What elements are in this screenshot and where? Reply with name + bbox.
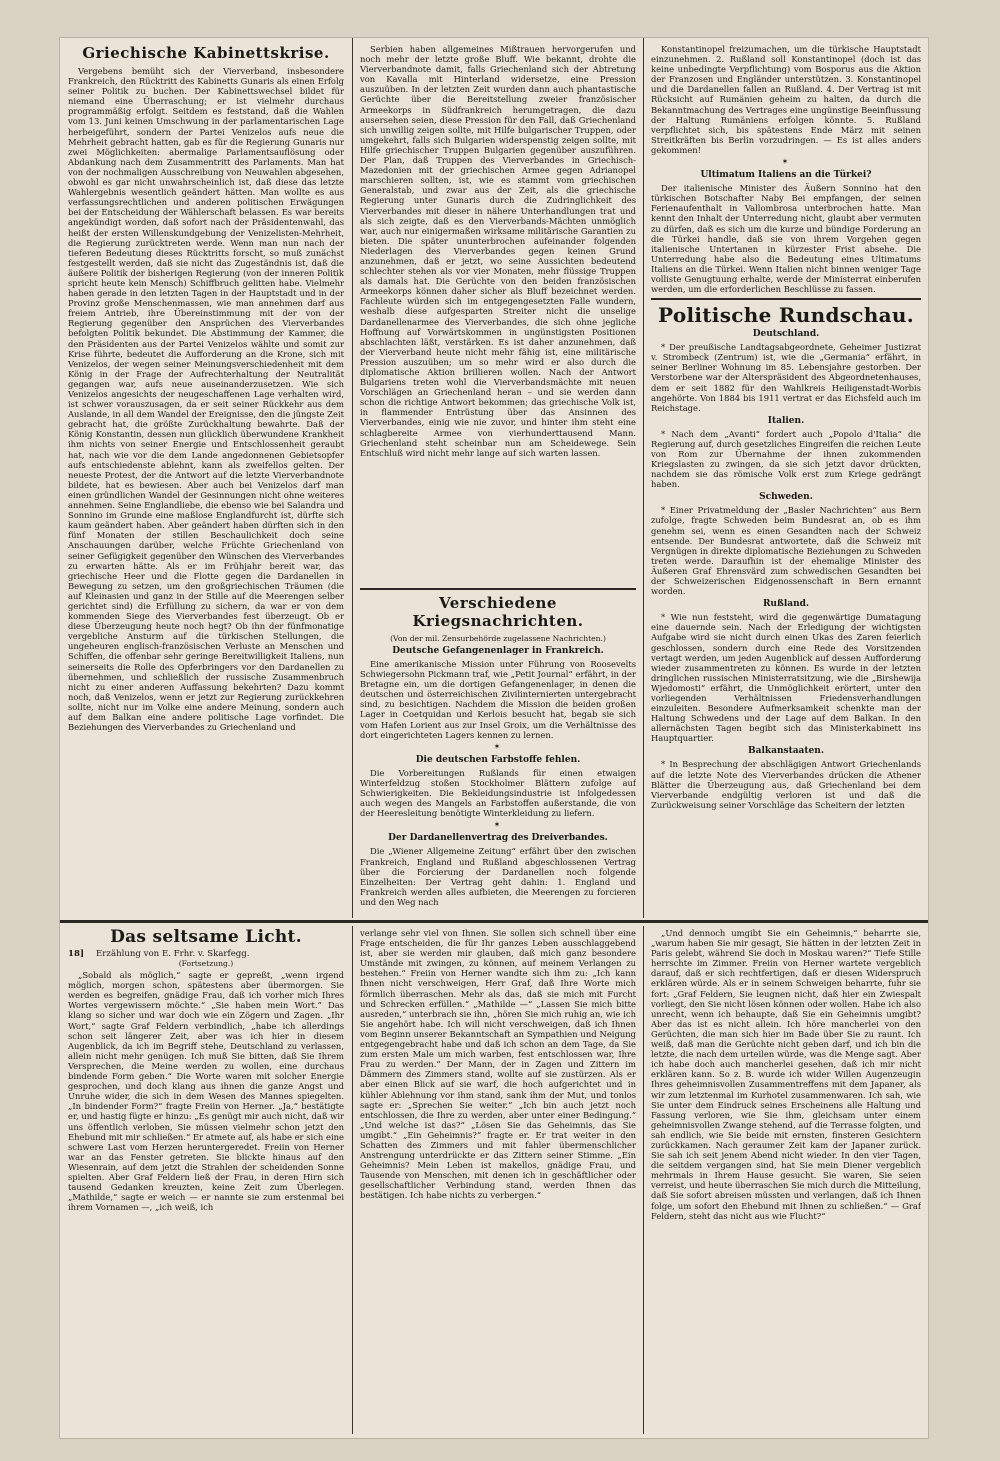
rundschau-title: Politische Rundschau. bbox=[658, 303, 914, 328]
rundschau-section-heading: Deutschland. bbox=[752, 329, 820, 340]
item-text: Eine amerikanische Mission unter Führung von Roosevelts Schwiegersohn Pickmann traf, wie „Petit Journal“ erfährt, in der Bretagne ein, um die dortigen Gefangenenlager, in denen die deutschen und österreichischen Zivilinternierten untergebracht sind, zu besichtigen. Nachdem die Mission die beiden großen Lager in Coetquidan und Kerlois besucht hat, begab sie sich vom Hafen Lorient aus zur Insel Groix, um die Verhältnisse des dort eingerichteten Lagers kennen zu lernen. bbox=[360, 659, 636, 740]
feuilleton-rule bbox=[60, 920, 928, 923]
rundschau-section-heading: Schweden. bbox=[759, 492, 813, 503]
item-heading: Deutsche Gefangenenlager in Frankreich. bbox=[392, 646, 604, 656]
column-3 bbox=[651, 44, 921, 914]
serial-column-3 bbox=[651, 928, 921, 1433]
serial-author: Erzählung von E. Frhr. v. Skarfegg. bbox=[96, 949, 250, 959]
ornament: ✶ bbox=[493, 741, 503, 751]
item-heading: Der Dardanellenvertrag des Dreiverbandes. bbox=[388, 833, 608, 844]
kabinettskrise-text-col2: Serbien haben allgemeines Mißtrauen hervorgerufen und noch mehr der letzte große Bluff. Wie bekannt, drohte die Vierverbandnote damit, falls Griechenland sich der Abtretung von Kavalla mit Hinterland widersetze, eine Pression auszuüben. In der letzten Zeit wurden dann auch phantastische Gerüchte über die Bereitstellung zweier französischer Armeekorps in Südfrankreich herumgetragen, die dazu ausersehen seien, diese Pression für den Fall, daß Griechenland sich unwillig zeigen sollte, mit Hilfe bulgarischer Truppen, oder umgekehrt, falls sich Bulgarien widerspenstig zeigen sollte, mit Hilfe griechischer Truppen Bulgarien gegenüber auszuführen. Der Plan, daß Truppen des Vierverbandes in Griechisch-Mazedonien mit der griechischen Armee gegen Adrianopel marschieren sollten, ist, wie es stammt vom griechischen Generalstab, und zwar aus der Zeit, als die griechische Regierung unter Gunaris durch die Zudringlichkeit des Vierverbandes mit dieser in nähere Unterhandlungen trat und als sich zeigte, daß es den Vierverbands-Mächten unmöglich war, auch nur einigermaßen wirksame militärische Garantien zu bieten. Die später ununterbrochen aufeinander folgenden Niederlagen des Vierverbandes gegen keinen Grund anzunehmen, daß er jetzt, wo seine Aussichten bedeutend schlechter stehen als vor vier Monaten, mehr flüssige Truppen als damals hat. Die Gerüchte von den beiden französischen Armeekorps können daher sicher als Bluff bezeichnet werden. Fachleute würden sich im entgegengesetzten Falle wundern, weshalb diese aufgesparten Streiter nicht die unselige Dardanellenarmee des Vierverbandes, die sich ohne jegliche Hoffnung auf Vorwärtskommen in ungünstigsten Positionen abschlachten läßt, verstärken. Es ist daher anzunehmen, daß der Vierverband heute nicht mehr fähig ist, eine militärische Pression auszuüben; um so mehr wird er also durch die diplomatische Aktion brillieren wollen. Nach der Antwort Bulgariens treten wohl die Vierverbandsmächte mit neuen Vorschlägen an Griechenland heran – und sie werden dann schon die richtige Antwort bekommen; das griechische Volk ist, in flammender Entrüstung über das Ansinnen des Vierverbandes, einig wie nie zuvor, und hinter ihm steht eine schlagbereite Armee von vierhunderttausend Mann. Griechenland steht scheinbar nun am Scheidewege. Sein Entschluß wird nicht mehr lange auf sich warten lassen. bbox=[360, 44, 636, 458]
rundschau-section-text: * Nach dem „Avanti“ fordert auch „Popolo d'Italia“ die Regierung auf, durch gesetzliches Eingreifen die reichen Leute von Rom zur Übernahme der ihnen zukommenden Kriegslasten zu zwingen, da sie sich jetzt davor drückten, nachdem sie das römische Volk erst zum Kriege gedrängt haben. bbox=[651, 428, 921, 490]
column-rule bbox=[643, 38, 644, 918]
item-heading: Die deutschen Farbstoffe fehlen. bbox=[415, 754, 581, 765]
serial-column-1 bbox=[68, 928, 344, 1433]
rundschau-section-heading: Rußland. bbox=[762, 599, 810, 610]
serial-column-2 bbox=[360, 928, 636, 1433]
kabinettskrise-text-col1: Vergebens bemüht sich der Vierverband, insbesondere Frankreich, den Rücktritt des Kabinetts Gunaris als einen Erfolg seiner Politik zu buchen. Der Kabinettswechsel bildet für niemand eine Überraschung; er ist vielmehr durchaus programmäßig erfolgt. Seitdem es feststand, daß die Wahlen vom 13. Juni keinen Umschwung in der parlamentarischen Lage herbeigeführt, sondern der Partei Venizelos aufs neue die Mehrheit gebracht hatten, gab es für die Regierung Gunaris nur zwei Möglichkeiten: abermalige Parlamentsauflösung oder Abdankung nach dem Zusammentritt des Parlaments. Man hat von der nochmaligen Ausschreibung von Neuwahlen abgesehen, obwohl es gar nicht unwahrscheinlich ist, daß diese das letzte Wahlergebnis wesentlich geändert hätten. Man wollte es aus verfassungsrechtlichen und anderen politischen Erwägungen bei der Entscheidung der Wählerschaft belassen. Es war bereits angekündigt worden, daß sofort nach der Präsidentenwahl, das heißt der ersten Willenskundgebung der Venizelisten-Mehrheit, die Regierung zurücktreten werde. Wenn man nun nach der tieferen Bedeutung dieses Rücktritts forscht, so muß zunächst festgestellt werden, daß sie nicht das Zugeständnis ist, daß die äußere Politik der bisherigen Regierung (von der inneren Politik spricht heute kein Mensch) Schiffbruch gelitten habe. Vielmehr haben gerade in den letzten Tagen in der Hauptstadt und in der Provinz große Menschenmassen, wie man annehmen darf aus freiem Antrieb, ihre Übereinstimmung mit der von der Regierung gegenüber den Ansprüchen des Vierverbandes befolgten Politik bekundet. Die Abstimmung der Kammer, die den Präsidenten aus der Partei Venizelos wählte und somit zur Krise führte, bedeutet die Aufforderung an die Krone, sich mit Venizelos, der wegen seiner Meinungsverschiedenheit mit dem König in der Frage der Aufrechterhaltung der Neutralität gegangen war, aufs neue auseinanderzusetzen. Wie sich Venizelos angesichts der neugeschaffenen Lage verhalten wird, ist schwer vorauszusagen, da er seit seiner Rückkehr aus dem Auslande, in all dem Wandel der Ereignisse, den die jüngste Zeit gebracht hat, die größte Zurückhaltung bewahrte. Daß der König Konstantin, dessen nun glücklich überwundene Krankheit ihm nichts von seiner Energie und Entschlossenheit geraubt hat, nach wie vor die dem Lande angedonnenen Gebietsopfer aufs entschiedenste ablehnt, kann als zweifellos gelten. Der neueste Protest, der die Antwort auf die letzte Vierverbandnote bildete, hat es bewiesen. Aber auch bei Venizelos darf man einen gründlichen Wandel der Gesinnungen nicht ohne weiteres annehmen. Seine Englandliebe, die ebenso wie bei Salandra und Sonnino im Grunde eine maßlose Englandfurcht ist, dürfte sich kaum geändert haben. Aber geändert haben dürften sich in den fünf Monaten der stillen Beschaulichkeit doch seine Anschauungen darüber, welche Früchte Griechenland von seiner Gefügigkeit gegenüber den Wünschen des Vierverbandes zu erwarten hätte. Als er im Frühjahr bereit war, das griechische Heer und die Flotte gegen die Dardanellen in Bewegung zu setzen, um den großgriechischen Träumen (die auf Kleinasien und ganz in der Stille auf die Meerengen selber gerichtet sind) die Erfüllung zu sichern, da war er von dem kommenden Siege des Vierverbandes fest überzeugt. Ob er diese Überzeugung heute noch hegt? Ob ihn der fünfmonatige vergebliche Ansturm auf die türkischen Stellungen, die ungeheuren englisch-französischen Verluste an Menschen und Schiffen, die offenbar sehr geringe Bereitwilligkeit Italiens, nun seinerseits die Rolle des Opferbringers vor den Dardanellen zu übernehmen, und schließlich der russische Zusammenbruch nicht zu einer anderen Auffassung bekehrten? Dazu kommt noch, daß Venizelos, wenn er jetzt zur Regierung zurückkehren sollte, nicht nur im Volke eine andere Meinung, sondern auch auf dem Balkan eine andere politische Lage vorfindet. Die Beziehungen des Vierverbandes zu Griechenland und bbox=[68, 66, 344, 733]
serial-continuation: (Fortsetzung.) bbox=[178, 959, 234, 969]
article-kabinettskrise bbox=[68, 44, 344, 914]
ornament: ✶ bbox=[781, 157, 791, 167]
serial-number: 18] bbox=[68, 949, 85, 959]
column-rule bbox=[643, 926, 644, 1434]
rundschau-section-text: * In Besprechung der abschlägigen Antwort Griechenlands auf die letzte Note des Vierverbandes drücken die Athener Blätter die Überzeugung aus, daß Griechenland bei dem Vierverbande endgültig verloren ist und daß die Zurückweisung seiner Vorschläge das Scheitern der letzten bbox=[651, 759, 921, 810]
serial-text: verlange sehr viel von Ihnen. Sie sollen sich schnell über eine Frage entscheiden, die für Ihr ganzes Leben ausschlaggebend ist, aber sie werden mir glauben, daß mich ganz besondere Umstände mit zwingen, zu können, auf meinem Verlangen zu bestehen.“ Freiin von Herner wandte sich ihm zu: „Ich kann Ihnen nicht verschweigen, Herr Graf, daß Ihre Worte mich förmlich überraschen. Mehr als das, daß sie mich mit Furcht und Schrecken erfüllen.“ „Mathilde —“ „Lassen Sie mich bitte ausreden,“ unterbrach sie ihn, „hören Sie mich ruhig an, wie ich Sie angehört habe. Ich will nicht verschweigen, daß ich Ihnen vom Beginn unserer Bekanntschaft an Sympathien und Neigung entgegengebracht habe und daß ich schon an dem Tage, da Sie zum ersten Male um mich warben, fest entschlossen war, Ihre Frau zu werden.“ Der Mann, der in Zagen und Zittern im Dämmern des Zimmers stand, wollte auf sie zustürzen. Als er aber einen Blick auf sie warf, die hoch aufgerichtet und in kühler Ablehnung vor ihm stand, sank ihm der Mut, und tonlos sagte er: „Sprechen Sie weiter.“ „Ich bin auch jetzt noch entschlossen, die Ihre zu werden, aber unter einer Bedingung.“ „Und welche ist das?“ „Lösen Sie das Geheimnis, das Sie umgibt.“ „Ein Geheimnis?“ fragte er. Er trat weiter in den Schatten des Zimmers und mit fahler übermenschlicher Anstrengung unterdrückte er das Zittern seiner Stimme. „Ein Geheimnis? Mein Leben ist makellos, gnädige Frau, und Tausende von Menschen, mit denen ich in geschäftlicher oder gesellschaftlicher Verbindung stand, werden Ihnen das bestätigen. Ich habe nichts zu verbergen.“ bbox=[360, 928, 636, 1201]
rundschau-section-heading: Italien. bbox=[767, 415, 805, 426]
ornament: ✶ bbox=[493, 820, 503, 830]
column-rule bbox=[352, 926, 353, 1434]
section-divider bbox=[360, 588, 636, 590]
dardanellen-continuation: Konstantinopel freizumachen, um die türkische Hauptstadt einzunehmen. 2. Rußland soll Konstantinopel (doch ist das keine unbedingte Verpflichtung) vom Bosporus aus die Aktion der Franzosen und Engländer unterstützen. 3. Konstantinopel und die Dardanellen fallen an Rußland. 4. Der Vertrag ist mit Rücksicht auf Rumänien geheim zu halten, da durch die Bekanntmachung des Vertrages eine ungünstige Beeinflussung der Haltung Rumäniens erfolgen könnte. 5. Rußland verpflichtet sich, bis spätestens Ende März mit seinen Streitkräften bis Berlin vorzudringen. — Es ist alles anders gekommen! bbox=[651, 44, 921, 155]
kabinettskrise-title: Griechische Kabinettskrise. bbox=[82, 44, 330, 62]
rundschau-section-text: * Einer Privatmeldung der „Basler Nachrichten“ aus Bern zufolge, fragte Schweden beim Bundesrat an, ob es ihm genehm sei, wenn es einen Gesandten nach der Schweiz entsende. Der Bundesrat antwortete, daß die Schweiz mit Vergnügen in direkte diplomatische Beziehungen zu Schweden treten werde. Daraufhin ist der ehemalige Minister des Äußeren Graf Ehrensvärd zum schwedischen Gesandten bei der Schweizerischen Eidgenossenschaft in Bern ernannt worden. bbox=[651, 505, 921, 597]
section-divider bbox=[651, 298, 921, 300]
ultimatum-heading: Ultimatum Italiens an die Türkei? bbox=[700, 170, 872, 181]
item-text: Die Vorbereitungen Rußlands für einen etwaigen Winterfeldzug stoßen Stockholmer Blättern zufolge auf Schwierigkeiten. Die Bekleidungsindustrie ist infolgedessen auch wegen des Mangels an Farbstoffen außerstande, die von der Heeresleitung benötigte Winterkleidung zu liefern. bbox=[360, 767, 636, 819]
kriegsnachrichten-subtitle: (Von der mil. Zensurbehörde zugelassene Nachrichten.) bbox=[390, 634, 606, 643]
serial-title: Das seltsame Licht. bbox=[110, 928, 302, 947]
column-2 bbox=[360, 44, 636, 914]
ultimatum-text: Der italienische Minister des Äußern Sonnino hat den türkischen Botschafter Naby Bei empfangen, der seinen Ferienaufenthalt in Vallombrosa unterbrochen hatte. Man kennt den Inhalt der Unterredung nicht, glaubt aber vermuten zu dürfen, daß es sich um die kurze und bündige Forderung an die Türkei handle, daß sie von ihrem Vorgehen gegen italienische Untertanen in kürzester Frist absehe. Die Unterredung habe also die Bedeutung eines Ultimatums Italiens an die Türkei. Wenn Italien nicht binnen weniger Tage volliste Genugtuung erhalte, werde der Ministerrat einberufen werden, um die erforderlichen Beschlüsse zu fassen. bbox=[651, 183, 921, 295]
serial-byline bbox=[68, 949, 344, 959]
item-text: Die „Wiener Allgemeine Zeitung“ erfährt über den zwischen Frankreich, England und Rußland abgeschlossenen Vertrag über die Forcierung der Dardanellen noch folgende Einzelheiten: Der Vertrag geht dahin: 1. England und Frankreich werden alles aufbieten, die Meerengen zu forcieren und den Weg nach bbox=[360, 846, 636, 907]
serial-text: „Und dennoch umgibt Sie ein Geheimnis,“ beharrte sie, „warum haben Sie mir gesagt, Sie hätten in der letzten Zeit in Paris gelebt, während Sie doch in Moskau waren?“ Tiefe Stille herrschte im Zimmer. Freiin von Herner wartete vergeblich darauf, daß er sich rechtfertigen, daß er diesen Widerspruch erklären würde. Als er in seinem Schweigen beharrte, fuhr sie fort: „Graf Feldern, Sie leugnen nicht, daß hier ein Zwiespalt vorliegt, den Sie nicht lösen können oder wollen. Habe ich also unrecht, wenn ich behaupte, daß Sie ein Geheimnis umgibt? Aber das ist es nicht allein. Ich höre mancherlei von den Gerüchten, die man sich hier im Bade über Sie zu raunt. Ich weiß, daß man die Gerüchte nicht geben darf, und ich bin die letzte, die nach dem urteilen würde, was die Menge sagt. Aber ich habe doch auch mancherlei gesehen, daß ich mir nicht erklären kann. So z. B. wurde ich wider Willen Augenzeugin Ihres geheimnisvollen Zusammentreffens mit dem Japaner, als wir zum letztenmal im Kurhotel zusammenwaren. Ich sah, wie Sie unter dem Eindruck seines Erscheinens alle Haltung und Fassung verloren, wie Sie ihm, gleichsam unter einem geheimnisvollen Zwange stehend, auf die Terrasse folgten, und sah endlich, wie Sie beide mit ernsten, finsteren Gesichtern zurückkamen. Nach geraumer Zeit kam der Japaner zurück. Sie sah ich seit jenem Abend nicht wieder. In den vier Tagen, die seitdem vergangen sind, hat Sie mein Diener vergeblich mehrmals in Ihrem Hause gesucht. Sie waren, Sie seien verreist, und heute überraschen Sie mich durch die Mitteilung, daß Sie sofort abreisen müssten und verlangen, daß ich Ihnen folge, um sofort den Ehebund mit Ihnen zu schließen.“ — Graf Feldern, steht das nicht aus wie Flucht?“ bbox=[651, 928, 921, 1221]
newspaper-page bbox=[60, 38, 928, 1438]
rundschau-section-text: * Wie nun feststeht, wird die gegenwärtige Dumatagung eine dauernde sein. Nach der Erledigung der wichtigsten Aufgabe wird sie nicht durch einen Ukas des Zaren feierlich geschlossen, sondern durch eine Rede des Vorsitzenden vertagt werden, um jeden Augenblick auf dessen Aufforderung wieder zusammentreten zu können. Es wurde in der letzten dringlichen russischen Ministerratsitzung, wie die „Birshewija Wjedomosti“ erfährt, die Unmöglichkeit erörtert, unter den vorliegenden Verhältnissen Friedensverhandlungen einzuleiten. Besondere Aufmerksamkeit schenkte man der Haltung Schwedens und der Lage auf dem Balkan. In den allernächsten Tagen begibt sich das Ministerkabinett ins Hauptquartier. bbox=[651, 612, 921, 744]
rundschau-section-heading: Balkanstaaten. bbox=[748, 746, 824, 757]
rundschau-section-text: * Der preußische Landtagsabgeordnete, Geheimer Justizrat v. Strombeck (Zentrum) ist, wie die „Germania“ erfährt, in seiner Berliner Wohnung im 85. Lebensjahre gestorben. Der Verstorbene war der Alterspräsident des Abgeordnetenhauses, dem er seit 1882 für den Wahlkreis Heiligenstadt-Worbis angehörte. Von 1884 bis 1911 vertrat er das Eichsfeld auch im Reichstage. bbox=[651, 342, 921, 413]
serial-text: „Sobald als möglich,“ sagte er gepreßt, „wenn irgend möglich, morgen schon, spätestens aber übermorgen. Sie werden es begreifen, gnädige Frau, daß ich vorher mich Ihres Wortes vergewissern möchte.“ „Sie haben mein Wort.“ Das klang so sicher und war doch wie ein Zögern und Zagen. „Ihr Wort,“ sagte Graf Feldern verbindlich, „habe ich allerdings schon seit längerer Zeit, aber was ich hier in diesem Augenblick, da ich im Begriff stehe, Deutschland zu verlassen, allein nicht mehr genügen. Ich muß Sie bitten, daß Sie Ihrem Versprechen, die Meine werden zu wollen, eine durchaus bindende Form geben.“ Die Worte waren mit solcher Energie gesprochen, und doch klang aus ihnen die ganze Angst und Unruhe wider, die sich in dem Wesen des Mannes spiegelten. „In bindender Form?“ fragte Freiin von Herner. „Ja,“ bestätigte er, und hastig fügte er hinzu: „Es genügt mir auch nicht, daß wir uns öffentlich verloben, Sie müssen vielmehr schon jetzt den Ehebund mit mir schließen.“ Er atmete auf, als habe er sich eine schwere Last vom Herzen heruntergeredet. Freiin von Herner war an das Fenster getreten. Sie blickte hinaus auf den Wiesenrain, auf dem jetzt die Strahlen der scheidenden Sonne spielten. Aber Graf Feldern ließ der Frau, in deren Hirn sich tausend Gedanken kreuzten, keine Zeit zum Überlegen. „Mathilde,“ sagte er weich — er nannte sie zum erstenmal bei ihrem Vornamen —, „ich weiß, ich bbox=[68, 970, 344, 1213]
column-rule bbox=[352, 38, 353, 918]
kriegsnachrichten-title: Verschiedene Kriegsnachrichten. bbox=[412, 594, 584, 630]
